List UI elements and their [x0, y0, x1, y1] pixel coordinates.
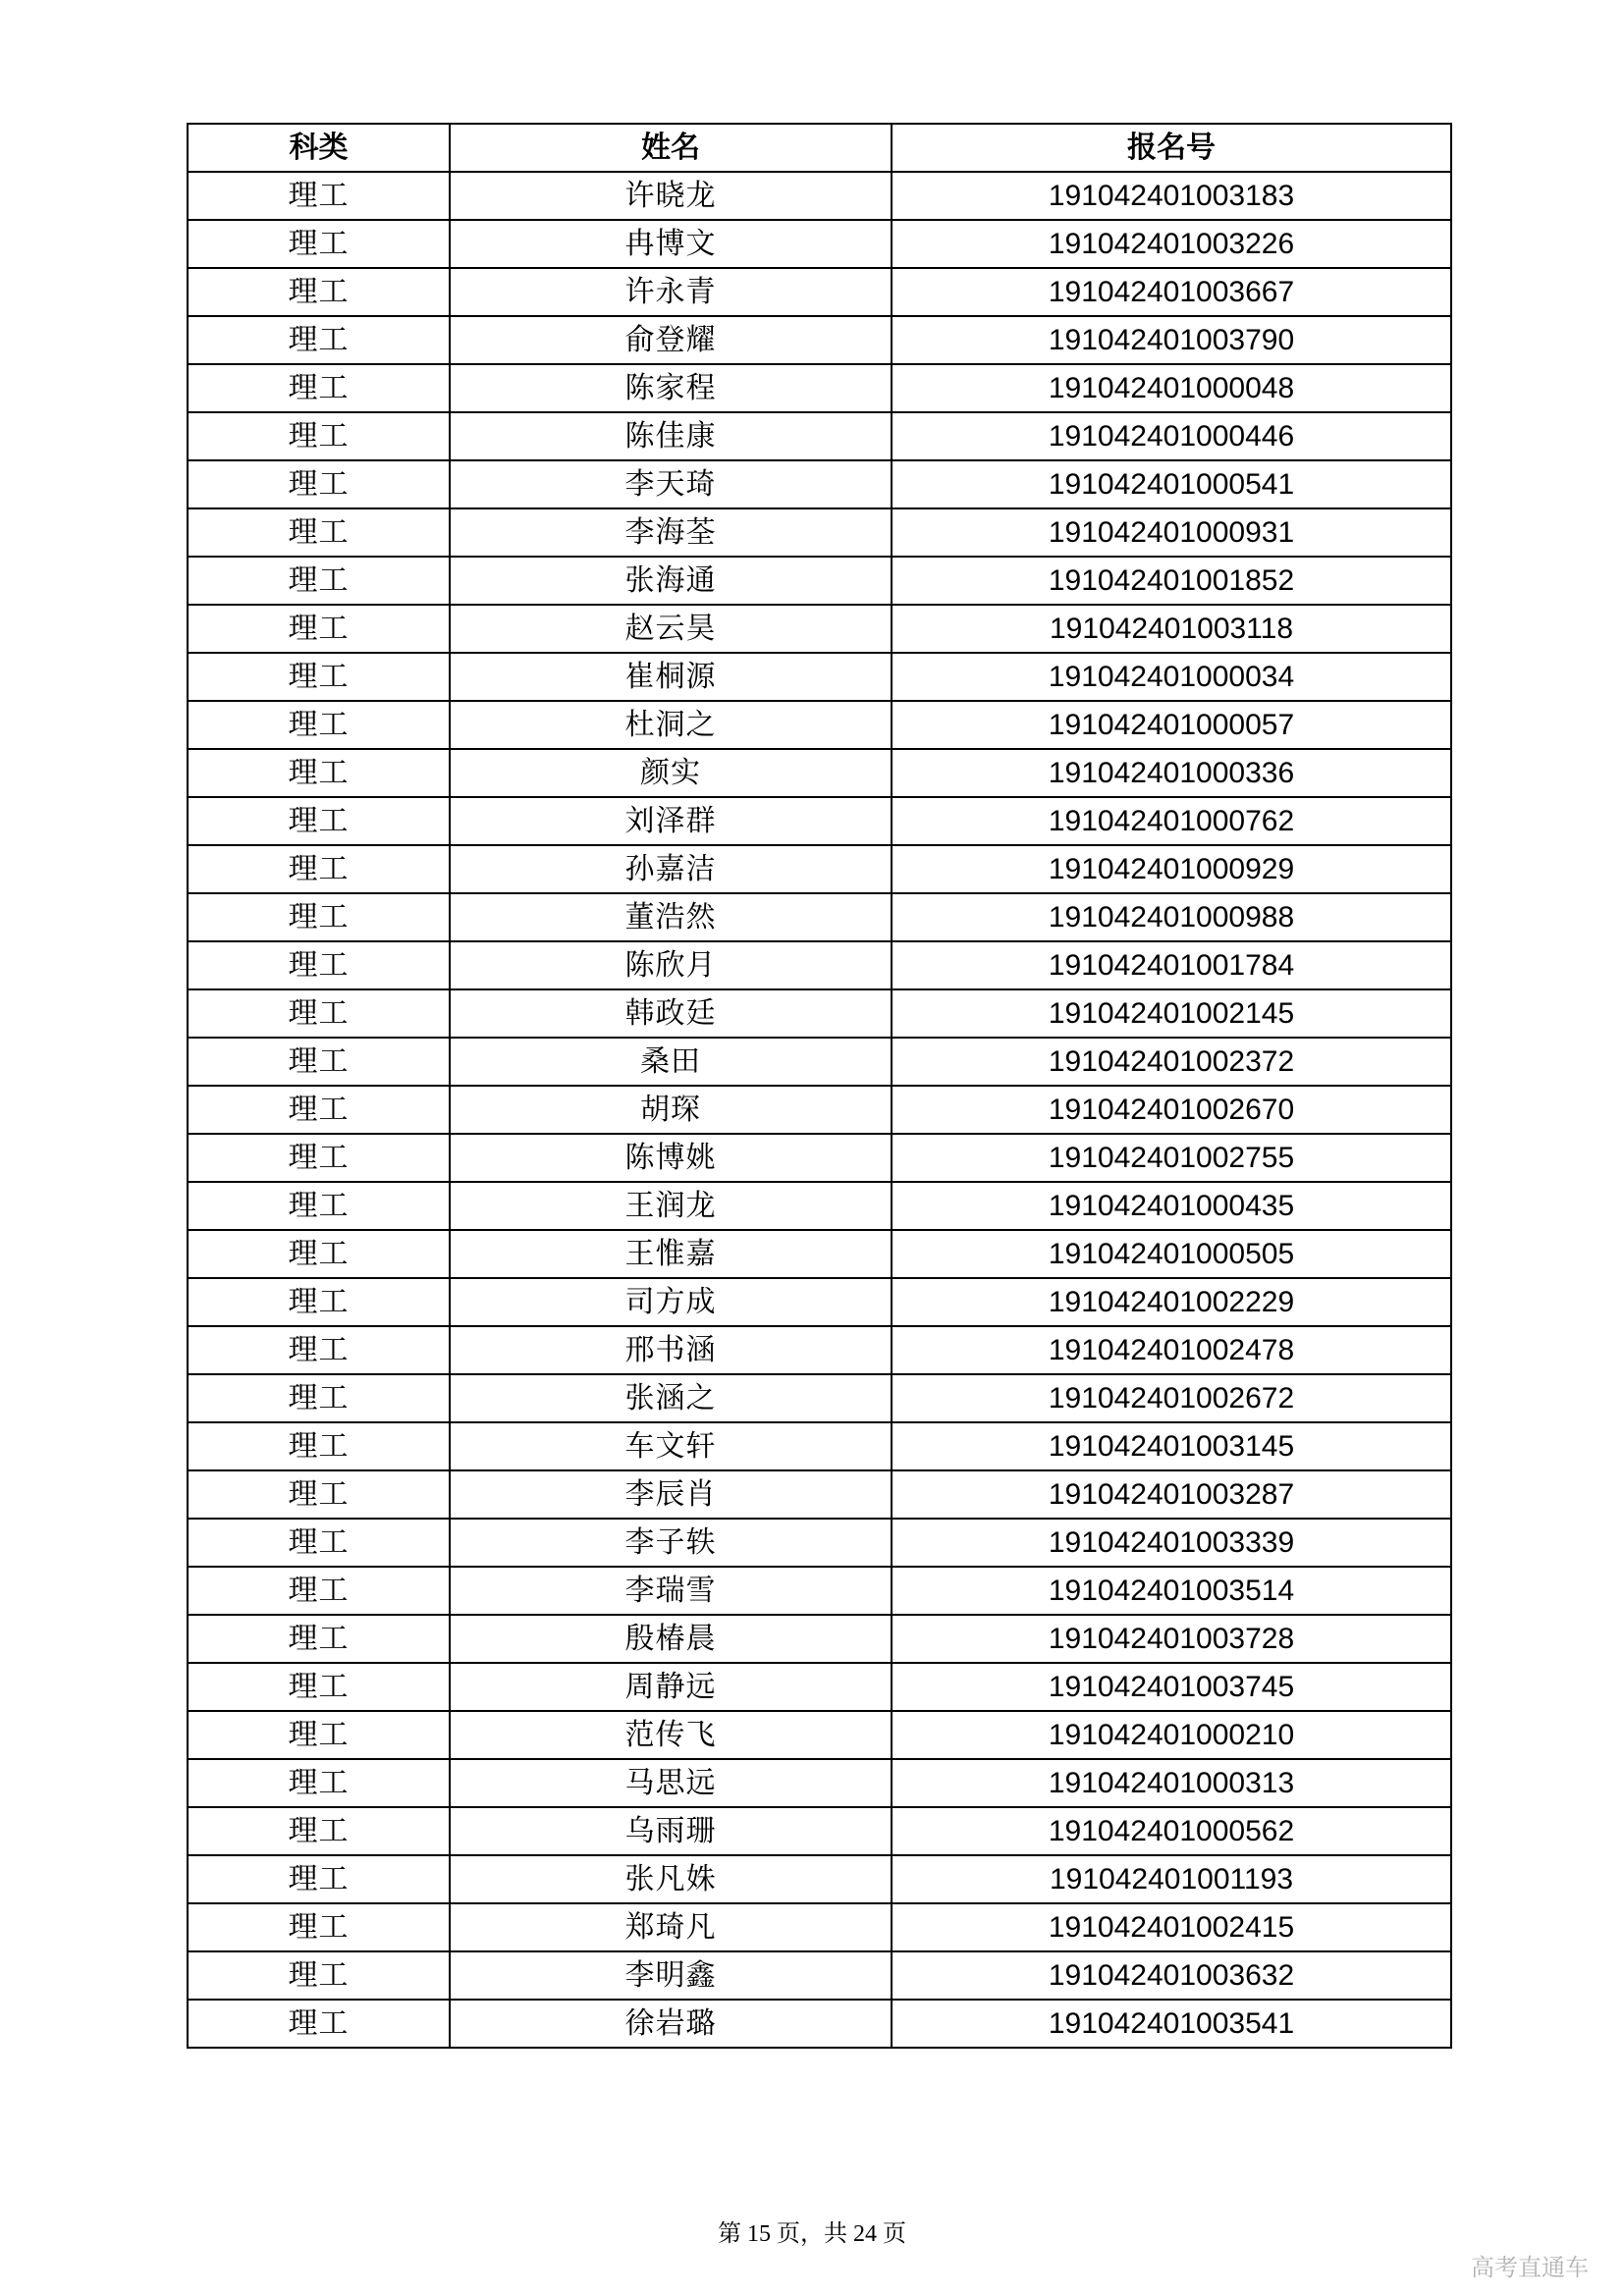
- table-row: [188, 605, 1451, 653]
- name-cell: 张凡姝: [450, 1855, 892, 1903]
- category-cell: 理工: [188, 1182, 450, 1230]
- name-cell: 王惟嘉: [450, 1230, 892, 1278]
- registration-number-cell: 191042401000988: [892, 893, 1451, 941]
- table-row: [188, 653, 1451, 701]
- table-row: [188, 1855, 1451, 1903]
- registration-number-cell: 191042401003514: [892, 1567, 1451, 1615]
- registration-number-cell: 191042401002372: [892, 1038, 1451, 1086]
- name-cell: 冉博文: [450, 220, 892, 268]
- category-cell: 理工: [188, 412, 450, 460]
- name-cell: 俞登耀: [450, 316, 892, 364]
- category-cell: 理工: [188, 1230, 450, 1278]
- table-row: [188, 1903, 1451, 1951]
- category-cell: 理工: [188, 893, 450, 941]
- category-cell: 理工: [188, 605, 450, 653]
- name-cell: 张涵之: [450, 1374, 892, 1422]
- category-cell: 理工: [188, 749, 450, 797]
- registration-number-cell: 191042401000446: [892, 412, 1451, 460]
- registration-number-cell: 191042401000929: [892, 845, 1451, 893]
- table-row: [188, 893, 1451, 941]
- table-row: [188, 412, 1451, 460]
- category-cell: 理工: [188, 941, 450, 989]
- registration-number-cell: 191042401000336: [892, 749, 1451, 797]
- table-row: [188, 2000, 1451, 2048]
- column-header: 报名号: [892, 124, 1451, 172]
- name-cell: 李子轶: [450, 1519, 892, 1567]
- name-cell: 邢书涵: [450, 1326, 892, 1374]
- category-cell: 理工: [188, 1903, 450, 1951]
- column-header: 姓名: [450, 124, 892, 172]
- registration-number-cell: 191042401000048: [892, 364, 1451, 412]
- category-cell: 理工: [188, 316, 450, 364]
- name-cell: 陈佳康: [450, 412, 892, 460]
- table-row: [188, 797, 1451, 845]
- name-cell: 刘泽群: [450, 797, 892, 845]
- registration-number-cell: 191042401002755: [892, 1134, 1451, 1182]
- name-cell: 李明鑫: [450, 1951, 892, 2000]
- registration-number-cell: 191042401003728: [892, 1615, 1451, 1663]
- registration-number-cell: 191042401003745: [892, 1663, 1451, 1711]
- name-cell: 胡琛: [450, 1086, 892, 1134]
- category-cell: 理工: [188, 797, 450, 845]
- table-header-row: [188, 124, 1451, 172]
- registration-number-cell: 191042401003287: [892, 1470, 1451, 1519]
- category-cell: 理工: [188, 460, 450, 508]
- name-cell: 李辰肖: [450, 1470, 892, 1519]
- registration-number-cell: 191042401002478: [892, 1326, 1451, 1374]
- registration-number-cell: 191042401000562: [892, 1807, 1451, 1855]
- name-cell: 车文轩: [450, 1422, 892, 1470]
- table-row: [188, 508, 1451, 557]
- registration-number-cell: 191042401002672: [892, 1374, 1451, 1422]
- name-cell: 马思远: [450, 1759, 892, 1807]
- table-row: [188, 1519, 1451, 1567]
- category-cell: 理工: [188, 364, 450, 412]
- table-row: [188, 172, 1451, 220]
- table-row: [188, 1086, 1451, 1134]
- category-cell: 理工: [188, 1615, 450, 1663]
- table-row: [188, 1759, 1451, 1807]
- category-cell: 理工: [188, 1519, 450, 1567]
- registration-number-cell: 191042401003541: [892, 2000, 1451, 2048]
- registration-number-cell: 191042401001852: [892, 557, 1451, 605]
- registration-number-cell: 191042401000505: [892, 1230, 1451, 1278]
- name-cell: 陈博姚: [450, 1134, 892, 1182]
- category-cell: 理工: [188, 2000, 450, 2048]
- name-cell: 陈欣月: [450, 941, 892, 989]
- registration-number-cell: 191042401002145: [892, 989, 1451, 1038]
- category-cell: 理工: [188, 1807, 450, 1855]
- category-cell: 理工: [188, 1086, 450, 1134]
- table-row: [188, 1182, 1451, 1230]
- name-cell: 徐岩璐: [450, 2000, 892, 2048]
- table-row: [188, 1422, 1451, 1470]
- table-row: [188, 460, 1451, 508]
- registration-number-cell: 191042401000541: [892, 460, 1451, 508]
- name-cell: 李瑞雪: [450, 1567, 892, 1615]
- table-row: [188, 1470, 1451, 1519]
- table-row: [188, 1615, 1451, 1663]
- name-cell: 范传飞: [450, 1711, 892, 1759]
- table-row: [188, 845, 1451, 893]
- registration-number-cell: 191042401000931: [892, 508, 1451, 557]
- name-cell: 周静远: [450, 1663, 892, 1711]
- name-cell: 许永青: [450, 268, 892, 316]
- category-cell: 理工: [188, 653, 450, 701]
- table-row: [188, 557, 1451, 605]
- category-cell: 理工: [188, 1470, 450, 1519]
- name-cell: 董浩然: [450, 893, 892, 941]
- table-row: [188, 989, 1451, 1038]
- name-cell: 崔桐源: [450, 653, 892, 701]
- category-cell: 理工: [188, 845, 450, 893]
- name-cell: 孙嘉洁: [450, 845, 892, 893]
- page-number: 第 15 页，共 24 页: [718, 2221, 906, 2247]
- name-cell: 司方成: [450, 1278, 892, 1326]
- category-cell: 理工: [188, 1663, 450, 1711]
- name-cell: 乌雨珊: [450, 1807, 892, 1855]
- category-cell: 理工: [188, 508, 450, 557]
- registration-number-cell: 191042401000034: [892, 653, 1451, 701]
- category-cell: 理工: [188, 1711, 450, 1759]
- category-cell: 理工: [188, 1134, 450, 1182]
- registration-number-cell: 191042401003632: [892, 1951, 1451, 2000]
- name-cell: 张海通: [450, 557, 892, 605]
- category-cell: 理工: [188, 268, 450, 316]
- category-cell: 理工: [188, 172, 450, 220]
- table-row: [188, 1230, 1451, 1278]
- registration-number-cell: 191042401001193: [892, 1855, 1451, 1903]
- registration-number-cell: 191042401002670: [892, 1086, 1451, 1134]
- category-cell: 理工: [188, 1038, 450, 1086]
- category-cell: 理工: [188, 1422, 450, 1470]
- table-row: [188, 1326, 1451, 1374]
- name-cell: 郑琦凡: [450, 1903, 892, 1951]
- category-cell: 理工: [188, 220, 450, 268]
- table-row: [188, 701, 1451, 749]
- watermark: 高考直通车: [1471, 2256, 1589, 2281]
- name-cell: 王润龙: [450, 1182, 892, 1230]
- name-cell: 颜实: [450, 749, 892, 797]
- registration-number-cell: 191042401000210: [892, 1711, 1451, 1759]
- category-cell: 理工: [188, 1278, 450, 1326]
- name-cell: 杜洞之: [450, 701, 892, 749]
- table-body: [188, 172, 1451, 2048]
- name-cell: 殷椿晨: [450, 1615, 892, 1663]
- registration-table: [187, 123, 1452, 2049]
- table-row: [188, 268, 1451, 316]
- table-row: [188, 1951, 1451, 2000]
- name-cell: 许晓龙: [450, 172, 892, 220]
- table-row: [188, 1374, 1451, 1422]
- registration-number-cell: 191042401003339: [892, 1519, 1451, 1567]
- registration-number-cell: 191042401003118: [892, 605, 1451, 653]
- registration-number-cell: 191042401003667: [892, 268, 1451, 316]
- table-row: [188, 364, 1451, 412]
- table-row: [188, 1038, 1451, 1086]
- table-row: [188, 941, 1451, 989]
- table-row: [188, 1711, 1451, 1759]
- registration-number-cell: 191042401000435: [892, 1182, 1451, 1230]
- registration-number-cell: 191042401002415: [892, 1903, 1451, 1951]
- category-cell: 理工: [188, 1951, 450, 2000]
- table-row: [188, 1567, 1451, 1615]
- column-header: 科类: [188, 124, 450, 172]
- table-row: [188, 1278, 1451, 1326]
- category-cell: 理工: [188, 989, 450, 1038]
- category-cell: 理工: [188, 701, 450, 749]
- registration-number-cell: 191042401003183: [892, 172, 1451, 220]
- registration-number-cell: 191042401000057: [892, 701, 1451, 749]
- category-cell: 理工: [188, 557, 450, 605]
- registration-number-cell: 191042401003790: [892, 316, 1451, 364]
- category-cell: 理工: [188, 1567, 450, 1615]
- name-cell: 李天琦: [450, 460, 892, 508]
- category-cell: 理工: [188, 1855, 450, 1903]
- registration-number-cell: 191042401000313: [892, 1759, 1451, 1807]
- table-row: [188, 220, 1451, 268]
- registration-number-cell: 191042401003145: [892, 1422, 1451, 1470]
- table-row: [188, 1134, 1451, 1182]
- category-cell: 理工: [188, 1326, 450, 1374]
- name-cell: 陈家程: [450, 364, 892, 412]
- table-row: [188, 1807, 1451, 1855]
- registration-number-cell: 191042401002229: [892, 1278, 1451, 1326]
- category-cell: 理工: [188, 1759, 450, 1807]
- registration-number-cell: 191042401000762: [892, 797, 1451, 845]
- name-cell: 赵云昊: [450, 605, 892, 653]
- name-cell: 桑田: [450, 1038, 892, 1086]
- registration-number-cell: 191042401003226: [892, 220, 1451, 268]
- category-cell: 理工: [188, 1374, 450, 1422]
- name-cell: 李海荃: [450, 508, 892, 557]
- table-row: [188, 316, 1451, 364]
- table-row: [188, 749, 1451, 797]
- registration-number-cell: 191042401001784: [892, 941, 1451, 989]
- name-cell: 韩政廷: [450, 989, 892, 1038]
- table-row: [188, 1663, 1451, 1711]
